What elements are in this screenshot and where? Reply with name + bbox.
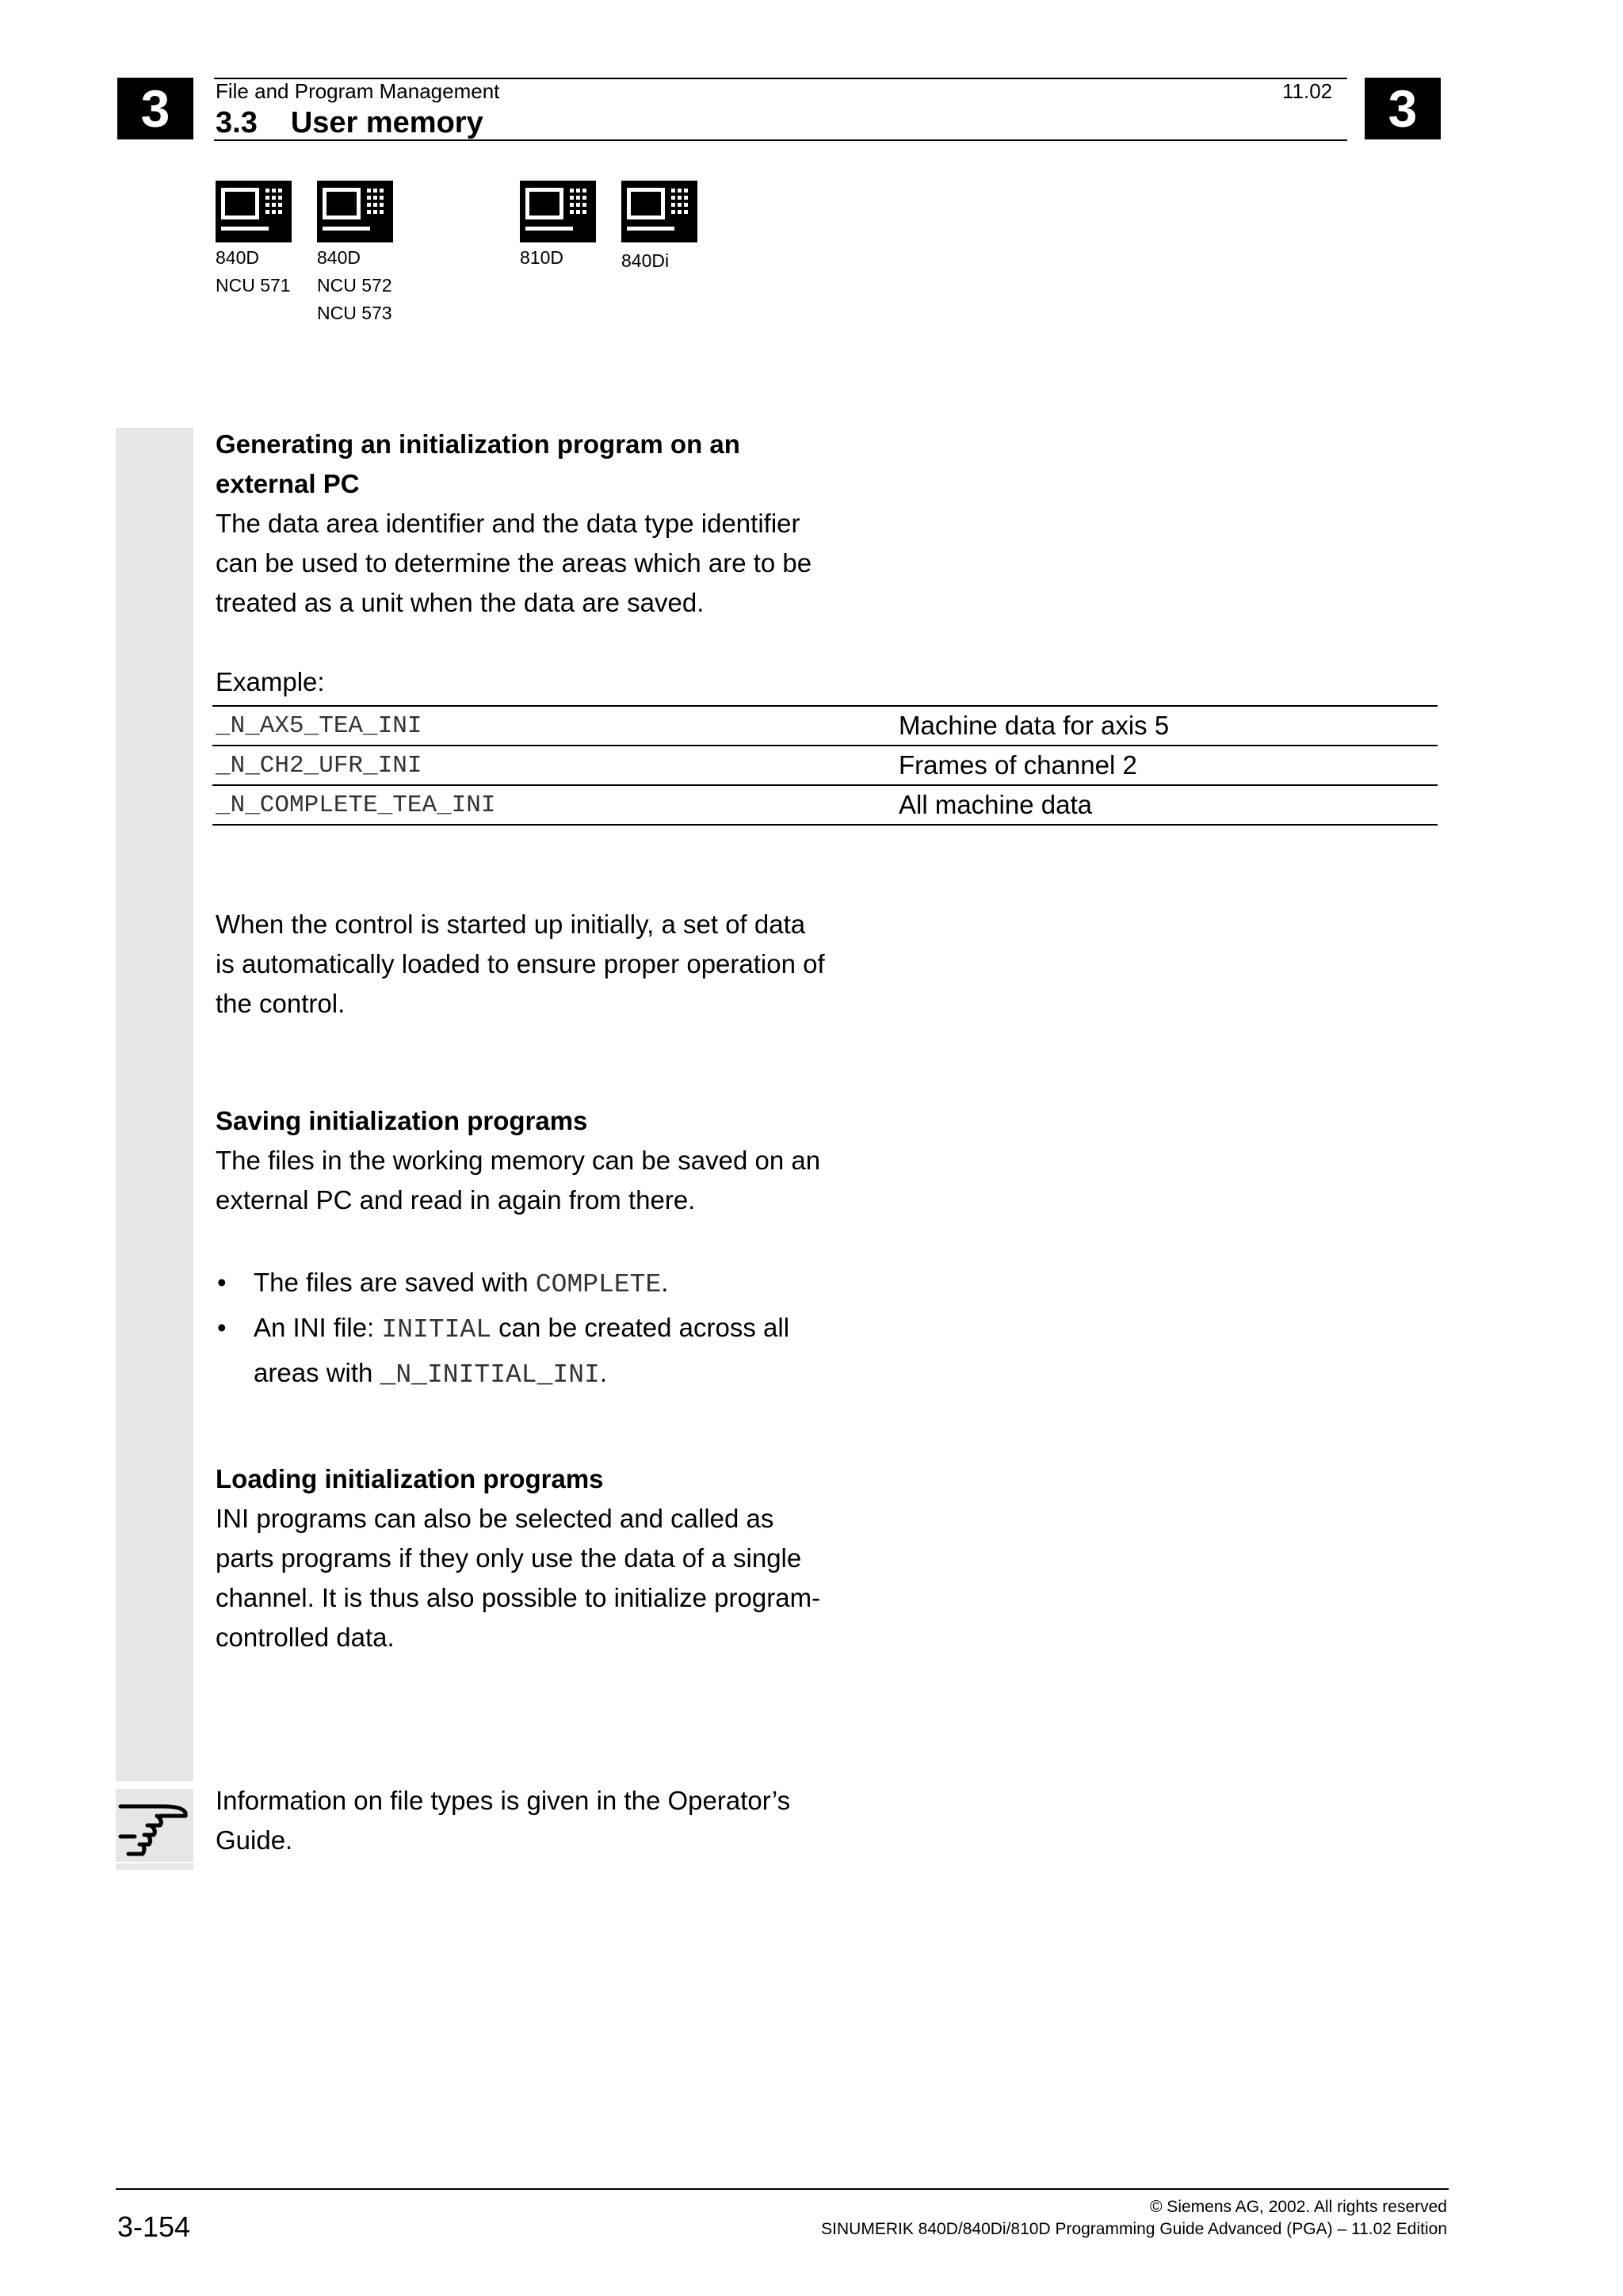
list-item	[212, 1261, 894, 1306]
startup-paragraph	[216, 905, 825, 1024]
text-line: Information on file types is given in the Operator’s	[216, 1786, 791, 1815]
control-label	[216, 244, 291, 299]
bullet-text: .	[599, 1358, 607, 1387]
footer-rule	[116, 2188, 1449, 2190]
example-label: Example:	[216, 667, 325, 696]
saving-paragraph	[216, 1141, 820, 1220]
text-line: is automatically loaded to ensure proper operation of	[216, 949, 825, 978]
chapter-badge-left: 3	[117, 78, 193, 139]
control-label	[317, 244, 392, 327]
bullet-text: can be created across all	[491, 1313, 790, 1342]
control-label-line: NCU 573	[317, 303, 392, 323]
text-line: The data area identifier and the data type identifier	[216, 509, 800, 538]
bullet-text: .	[661, 1268, 669, 1297]
control-label-line: 840D	[216, 247, 259, 268]
bullet-text: The files are saved with	[254, 1268, 536, 1297]
page-number: 3-154	[117, 2210, 191, 2243]
edition-label: 11.02	[1282, 79, 1333, 103]
section-name: User memory	[290, 106, 483, 139]
loading-paragraph	[216, 1499, 820, 1657]
loading-heading: Loading initialization programs	[216, 1464, 604, 1493]
chapter-title: File and Program Management	[216, 79, 500, 103]
table-row	[212, 706, 1438, 746]
chapter-badge-right: 3	[1365, 78, 1441, 139]
text-line: controlled data.	[216, 1623, 395, 1652]
text-line: Guide.	[216, 1825, 293, 1855]
table-cell-description: Frames of channel 2	[896, 746, 1438, 785]
table-row	[212, 746, 1438, 785]
text-line: channel. It is thus also possible to initialize program-	[216, 1583, 821, 1612]
control-label-line: 840D	[317, 247, 361, 268]
bullet-icon: •	[217, 1268, 227, 1297]
table-cell-code: _N_CH2_UFR_INI	[212, 746, 896, 785]
text-line: the control.	[216, 989, 346, 1018]
table-cell-description: Machine data for axis 5	[896, 706, 1438, 746]
control-label-line: 840Di	[621, 250, 670, 271]
text-line: parts programs if they only use the data of a single	[216, 1543, 802, 1573]
bullet-text: areas with	[254, 1358, 380, 1387]
text-line: can be used to determine the areas which are to be	[216, 548, 812, 578]
control-label-line: NCU 572	[317, 275, 392, 296]
text-line: INI programs can also be selected and called as	[216, 1504, 774, 1533]
text-line: The files in the working memory can be saved on an	[216, 1146, 821, 1175]
bullet-text: An INI file:	[254, 1313, 382, 1342]
text-line: When the control is started up initially, a set of data	[216, 910, 806, 939]
bullet-code: INITIAL	[381, 1315, 492, 1344]
control-panel-icon	[520, 181, 596, 242]
heading-line: Generating an initialization program on an	[216, 429, 740, 459]
table-cell-code: _N_COMPLETE_TEA_INI	[212, 785, 896, 825]
heading-line: external PC	[216, 469, 360, 498]
section-number: 3.3	[216, 106, 258, 139]
bullet-code: COMPLETE	[535, 1270, 662, 1299]
bullet-icon: •	[217, 1313, 227, 1342]
control-panel-icon	[216, 181, 292, 242]
control-label	[621, 247, 669, 275]
generating-paragraph	[216, 504, 812, 623]
publication-text: SINUMERIK 840D/840Di/810D Programming Guide Advanced (PGA) – 11.02 Edition	[821, 2220, 1447, 2238]
note-paragraph	[216, 1781, 790, 1860]
control-label-line: 810D	[520, 247, 563, 268]
list-item	[212, 1306, 894, 1397]
generating-heading	[216, 425, 740, 504]
control-label	[520, 244, 563, 272]
header-bottom-rule	[214, 139, 1347, 141]
saving-bullet-list	[212, 1261, 894, 1397]
control-panel-icon	[317, 181, 393, 242]
table-row	[212, 785, 1438, 825]
bullet-code: _N_INITIAL_INI	[380, 1360, 600, 1390]
control-panel-icon	[621, 181, 697, 242]
margin-bar-bottom	[116, 1863, 193, 1870]
pointing-hand-icon	[116, 1789, 193, 1862]
copyright-text: © Siemens AG, 2002. All rights reserved	[1150, 2198, 1447, 2216]
margin-bar	[116, 428, 193, 1781]
table-cell-description: All machine data	[896, 785, 1438, 825]
table-cell-code: _N_AX5_TEA_INI	[212, 706, 896, 746]
example-table	[212, 705, 1438, 826]
text-line: treated as a unit when the data are saved.	[216, 588, 705, 617]
text-line: external PC and read in again from there.	[216, 1185, 696, 1215]
control-label-line: NCU 571	[216, 275, 291, 296]
saving-heading: Saving initialization programs	[216, 1106, 588, 1135]
section-title	[216, 106, 483, 140]
